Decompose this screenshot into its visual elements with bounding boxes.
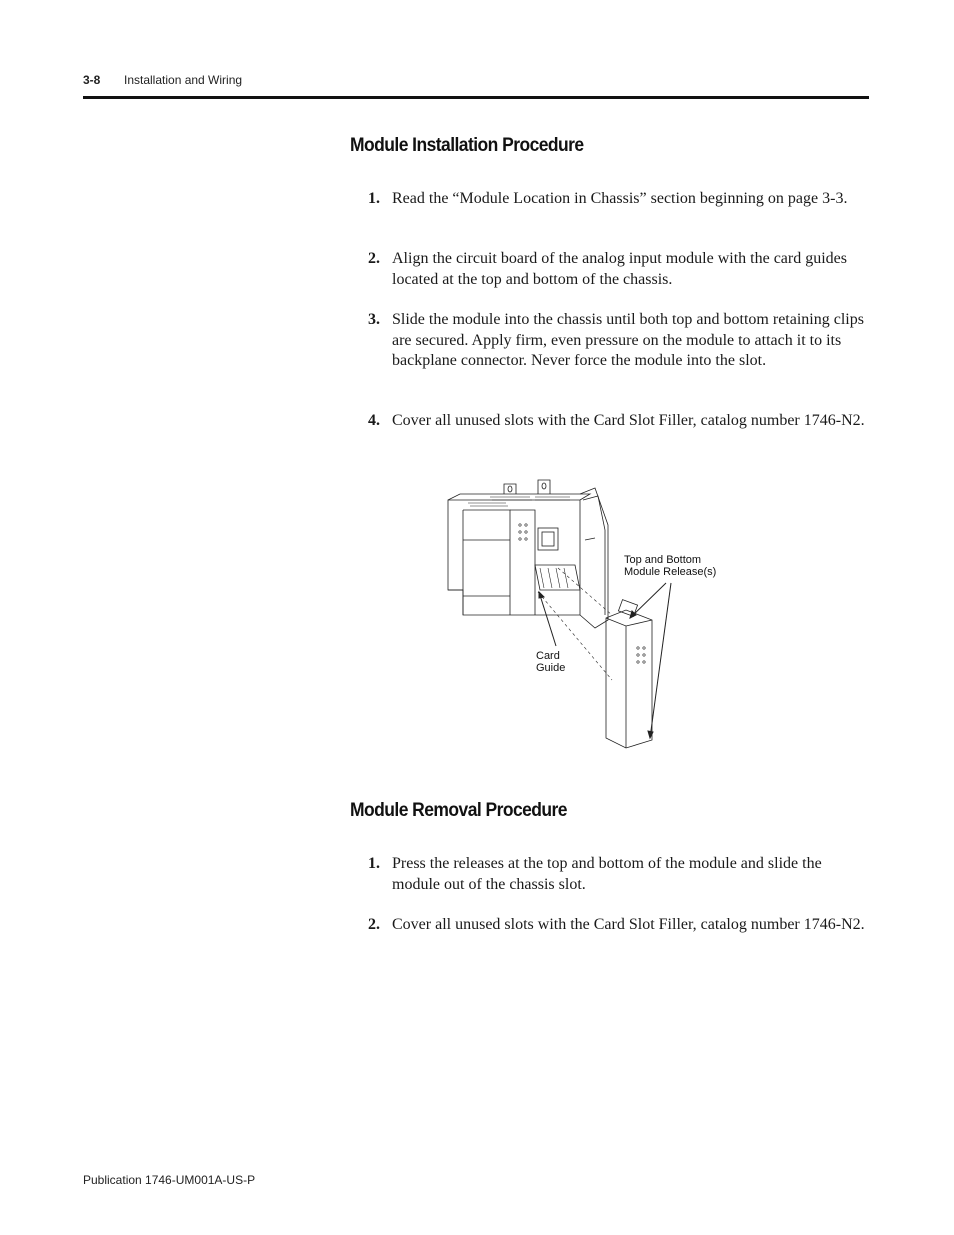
page-header <box>83 73 243 87</box>
release-callout-line-2: Module Release(s) <box>624 566 717 578</box>
install-step-3 <box>368 310 868 372</box>
removal-step-2 <box>368 915 868 936</box>
install-step-1 <box>368 189 868 210</box>
section-title: Installation and Wiring <box>124 73 243 87</box>
release-callout-line-1: Top and Bottom <box>624 554 702 566</box>
install-heading: Module Installation Procedure <box>350 135 584 156</box>
step-text: Press the releases at the top and bottom of the module and slide the module out of the chassis slot. <box>392 855 822 893</box>
removal-heading: Module Removal Procedure <box>350 800 567 821</box>
step-number: 4. <box>368 412 380 429</box>
page-number: 3-8 <box>83 73 101 87</box>
step-text: Cover all unused slots with the Card Slot Filler, catalog number 1746-N2. <box>392 916 865 933</box>
module-drawing <box>606 600 652 748</box>
step-text: Cover all unused slots with the Card Slot Filler, catalog number 1746-N2. <box>392 412 865 429</box>
release-callout <box>624 554 716 578</box>
install-step-4 <box>368 411 868 432</box>
removal-step-1 <box>368 854 868 895</box>
card-guide-callout <box>536 650 565 674</box>
step-number: 2. <box>368 916 380 933</box>
step-text: Slide the module into the chassis until both top and bottom retaining clips are secured. Apply firm, even pressure on the module to attach it to its backplane connector. Never force the module into the slot. <box>392 311 864 369</box>
step-number: 1. <box>368 190 380 207</box>
chassis-illustration <box>430 470 730 755</box>
publication-footer: Publication 1746-UM001A-US-P <box>83 1173 256 1187</box>
header-rule <box>83 96 869 99</box>
step-number: 1. <box>368 855 380 872</box>
step-text: Read the “Module Location in Chassis” section beginning on page 3-3. <box>392 190 848 207</box>
card-guide-callout-line-1: Card <box>536 650 560 662</box>
chassis-drawing <box>448 480 608 628</box>
step-text: Align the circuit board of the analog input module with the card guides located at the top and bottom of the chassis. <box>392 250 847 288</box>
card-guide-callout-line-2: Guide <box>536 662 566 674</box>
module-installation-figure <box>430 470 730 755</box>
install-step-2 <box>368 249 868 290</box>
step-number: 2. <box>368 250 380 267</box>
step-number: 3. <box>368 311 380 328</box>
